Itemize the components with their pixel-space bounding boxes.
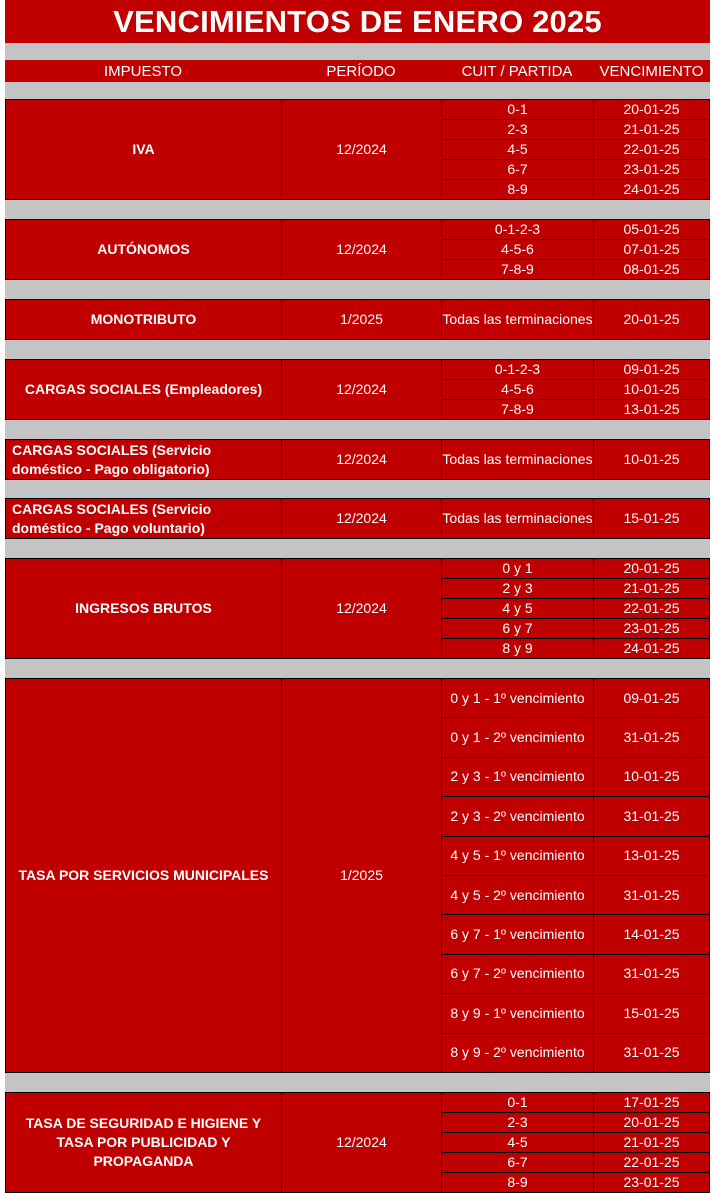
separator: [5, 200, 710, 219]
due-date-cell: 23-01-25: [593, 159, 710, 180]
due-date-cell: 23-01-25: [593, 618, 710, 639]
due-date-cell: 22-01-25: [593, 1152, 710, 1173]
due-date-cell: 17-01-25: [593, 1092, 710, 1113]
due-date-cell: 31-01-25: [593, 717, 710, 757]
due-date-cell: 31-01-25: [593, 875, 710, 915]
period-cell: 12/2024: [281, 439, 442, 480]
due-date-cell: 22-01-25: [593, 139, 710, 160]
cuit-partida-cell: 6 y 7 - 1º vencimiento: [441, 914, 594, 954]
due-date-cell: 22-01-25: [593, 598, 710, 619]
cuit-partida-cell: 4-5: [441, 1132, 594, 1153]
cuit-partida-cell: 4-5-6: [441, 239, 594, 260]
due-date-cell: 10-01-25: [593, 757, 710, 797]
cuit-partida-cell: 2-3: [441, 119, 594, 140]
table-header: [5, 60, 710, 82]
cuit-partida-cell: 2-3: [441, 1112, 594, 1133]
due-date-cell: 31-01-25: [593, 954, 710, 994]
cuit-partida-cell: 0-1: [441, 1092, 594, 1113]
cuit-partida-cell: 4 y 5 - 2º vencimiento: [441, 875, 594, 915]
due-date-cell: 09-01-25: [593, 678, 710, 718]
due-date-cell: 20-01-25: [593, 299, 710, 340]
column-header-periodo: PERÍODO: [326, 62, 396, 80]
due-date-cell: 20-01-25: [593, 99, 710, 120]
period-cell: 1/2025: [281, 299, 442, 340]
separator: [5, 659, 710, 678]
due-date-cell: 21-01-25: [593, 119, 710, 140]
cuit-partida-cell: 8 y 9: [441, 638, 594, 659]
due-date-cell: 08-01-25: [593, 259, 710, 280]
period-cell: 12/2024: [281, 359, 442, 420]
cuit-partida-cell: 4-5: [441, 139, 594, 160]
cuit-partida-cell: 8-9: [441, 1172, 594, 1193]
due-date-cell: 24-01-25: [593, 638, 710, 659]
cuit-partida-cell: 2 y 3 - 1º vencimiento: [441, 757, 594, 797]
separator: [5, 420, 710, 439]
due-date-cell: 14-01-25: [593, 914, 710, 954]
due-date-cell: 20-01-25: [593, 1112, 710, 1133]
column-header-impuesto: IMPUESTO: [103, 62, 183, 80]
cuit-partida-cell: 4 y 5 - 1º vencimiento: [441, 836, 594, 876]
tax-name-cell: TASA DE SEGURIDAD E HIGIENE Y TASA POR PUBLICIDAD Y PROPAGANDA: [5, 1092, 282, 1193]
cuit-partida-cell: 0-1-2-3: [441, 219, 594, 240]
cuit-partida-cell: 0 y 1 - 2º vencimiento: [441, 717, 594, 757]
cuit-partida-cell: 0 y 1 - 1º vencimiento: [441, 678, 594, 718]
cuit-partida-cell: 8 y 9 - 1º vencimiento: [441, 993, 594, 1033]
page-title: VENCIMIENTOS DE ENERO 2025: [5, 0, 710, 43]
due-date-cell: 10-01-25: [593, 439, 710, 480]
due-date-cell: 15-01-25: [593, 498, 710, 539]
column-header-cuit-partida: CUIT / PARTIDA: [461, 62, 573, 80]
cuit-partida-cell: 8-9: [441, 179, 594, 200]
due-date-cell: 13-01-25: [593, 399, 710, 420]
due-date-cell: 31-01-25: [593, 1033, 710, 1073]
period-cell: 1/2025: [281, 678, 442, 1073]
cuit-partida-cell: 7-8-9: [441, 259, 594, 280]
tax-name-cell: CARGAS SOCIALES (Empleadores): [5, 359, 282, 420]
separator: [5, 280, 710, 299]
due-date-cell: 15-01-25: [593, 993, 710, 1033]
cuit-partida-cell: 6 y 7 - 2º vencimiento: [441, 954, 594, 994]
period-cell: 12/2024: [281, 498, 442, 539]
due-date-cell: 07-01-25: [593, 239, 710, 260]
due-date-cell: 21-01-25: [593, 578, 710, 599]
separator: [5, 539, 710, 558]
cuit-partida-cell: 8 y 9 - 2º vencimiento: [441, 1033, 594, 1073]
column-header-vencimiento: VENCIMIENTO: [599, 62, 704, 80]
cuit-partida-cell: 6-7: [441, 1152, 594, 1173]
cuit-partida-cell: 0 y 1: [441, 558, 594, 579]
tax-name-cell: IVA: [5, 99, 282, 200]
tax-name-cell: AUTÓNOMOS: [5, 219, 282, 280]
separator: [5, 340, 710, 359]
cuit-partida-cell: Todas las terminaciones: [441, 498, 594, 539]
tax-name-cell: INGRESOS BRUTOS: [5, 558, 282, 659]
cuit-partida-cell: 0-1-2-3: [441, 359, 594, 380]
period-cell: 12/2024: [281, 558, 442, 659]
separator: [5, 480, 710, 499]
tax-name-cell: TASA POR SERVICIOS MUNICIPALES: [5, 678, 282, 1073]
cuit-partida-cell: 2 y 3: [441, 578, 594, 599]
due-date-cell: 13-01-25: [593, 836, 710, 876]
cuit-partida-cell: 6 y 7: [441, 618, 594, 639]
cuit-partida-cell: 2 y 3 - 2º vencimiento: [441, 796, 594, 836]
due-date-cell: 23-01-25: [593, 1172, 710, 1193]
period-cell: 12/2024: [281, 1092, 442, 1193]
due-date-cell: 10-01-25: [593, 379, 710, 400]
period-cell: 12/2024: [281, 99, 442, 200]
due-date-cell: 21-01-25: [593, 1132, 710, 1153]
due-date-cell: 09-01-25: [593, 359, 710, 380]
cuit-partida-cell: 4 y 5: [441, 598, 594, 619]
separator: [5, 1073, 710, 1092]
cuit-partida-cell: 0-1: [441, 99, 594, 120]
cuit-partida-cell: Todas las terminaciones: [441, 299, 594, 340]
tax-name-cell: MONOTRIBUTO: [5, 299, 282, 340]
separator-header: [5, 82, 710, 99]
cuit-partida-cell: 4-5-6: [441, 379, 594, 400]
tax-name-cell: CARGAS SOCIALES (Servicio doméstico - Pago voluntario): [5, 498, 282, 539]
due-date-cell: 20-01-25: [593, 558, 710, 579]
period-cell: 12/2024: [281, 219, 442, 280]
separator-top: [5, 43, 710, 60]
cuit-partida-cell: Todas las terminaciones: [441, 439, 594, 480]
cuit-partida-cell: 6-7: [441, 159, 594, 180]
due-date-cell: 24-01-25: [593, 179, 710, 200]
due-date-cell: 31-01-25: [593, 796, 710, 836]
cuit-partida-cell: 7-8-9: [441, 399, 594, 420]
due-date-cell: 05-01-25: [593, 219, 710, 240]
tax-name-cell: CARGAS SOCIALES (Servicio doméstico - Pago obligatorio): [5, 439, 282, 480]
